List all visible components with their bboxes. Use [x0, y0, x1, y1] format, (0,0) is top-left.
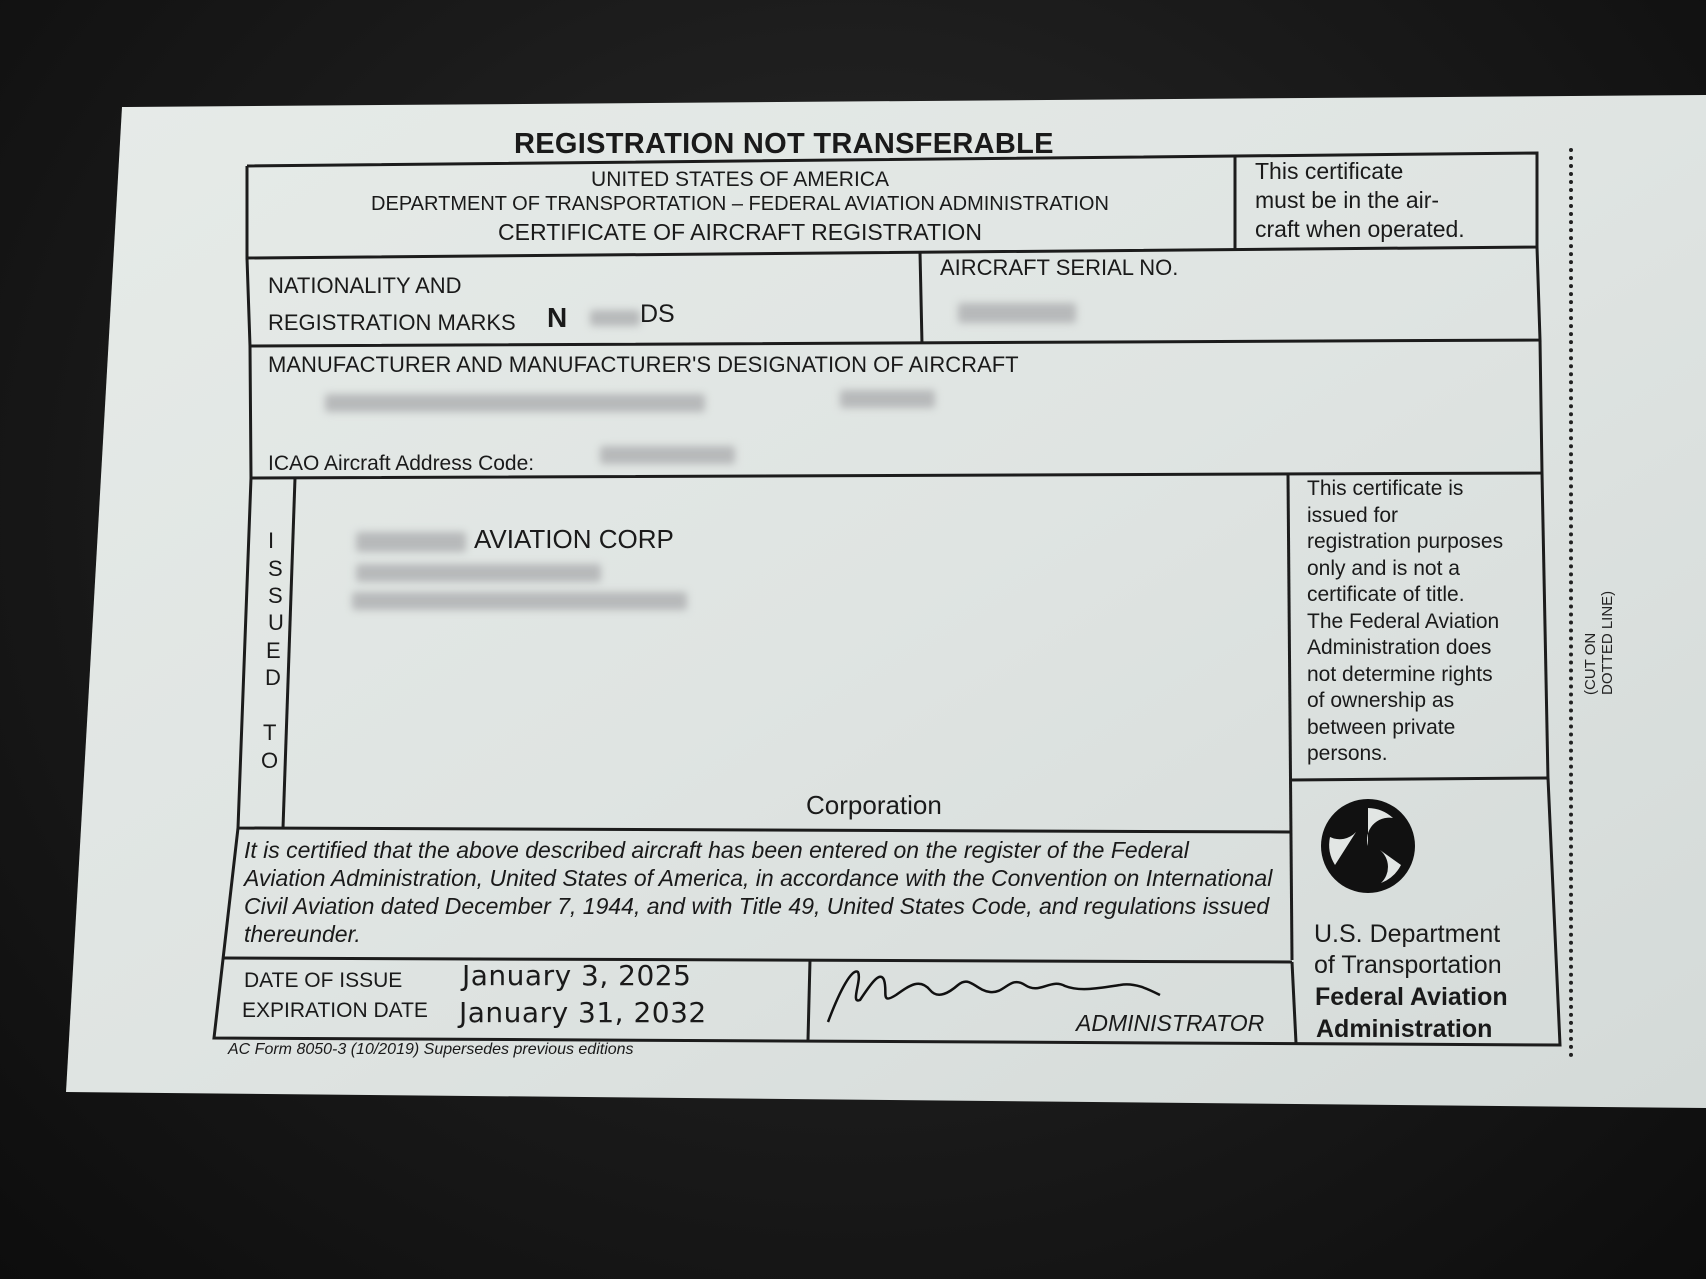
icao-code-label: ICAO Aircraft Address Code:: [268, 452, 535, 475]
redacted-model: [840, 390, 935, 408]
certification-statement: It is certified that the above described aircraft has been entered on the register of the Federal Aviation Administration, United States of America, in accordance with the Convention on International Civil Aviation dated December 7, 1944, and with Title 49, United States Code, and regulations issued thereunder.: [244, 837, 1273, 947]
carry-notice-line: must be in the air-: [1255, 187, 1440, 213]
redacted-icao-code: [600, 446, 735, 464]
title-notice-line: registration purposes: [1307, 530, 1504, 553]
title-notice-line: certificate of title.: [1307, 583, 1465, 606]
title-notice-line: not determine rights: [1307, 662, 1493, 686]
owner-name: AVIATION CORP: [474, 524, 674, 554]
cut-instruction: (CUT ON DOTTED LINE): [1582, 590, 1616, 695]
nationality-label: NATIONALITY AND: [268, 273, 462, 298]
dot-logo-shape: [1321, 799, 1415, 893]
redacted-city-state-zip: [352, 592, 687, 610]
registration-prefix: N: [547, 302, 568, 333]
registration-suffix: DS: [640, 300, 675, 328]
registration-marks-label: REGISTRATION MARKS: [268, 310, 516, 335]
not-transferable-title: REGISTRATION NOT TRANSFERABLE: [514, 128, 1054, 160]
carry-notice: [1255, 157, 1465, 244]
administrator-title: ADMINISTRATOR: [1076, 1010, 1265, 1036]
issued-letter: I: [268, 528, 275, 553]
title-notice: [1307, 476, 1537, 768]
cut-dotted-line: [1569, 148, 1576, 1058]
agency-faa-line2: Administration: [1316, 1015, 1493, 1043]
header-department: DEPARTMENT OF TRANSPORTATION – FEDERAL AVIATION ADMINISTRATION: [371, 193, 1109, 215]
header-country: UNITED STATES OF AMERICA: [591, 168, 889, 191]
issued-letter: S: [268, 583, 283, 608]
redacted-manufacturer: [325, 394, 705, 412]
issued-letter: O: [261, 748, 279, 773]
title-notice-line: The Federal Aviation: [1307, 609, 1500, 633]
issued-letter: U: [268, 610, 284, 635]
agency-faa-line1: Federal Aviation: [1315, 983, 1508, 1011]
issued-letter: E: [266, 638, 281, 663]
title-notice-line: issued for: [1307, 503, 1399, 527]
serial-number-label: AIRCRAFT SERIAL NO.: [940, 255, 1179, 280]
title-notice-line: between private: [1307, 715, 1456, 739]
carry-notice-line: craft when operated.: [1255, 216, 1465, 242]
title-notice-line: Administration does: [1307, 636, 1492, 659]
expiration-date-label: EXPIRATION DATE: [242, 999, 428, 1022]
carry-notice-line: This certificate: [1255, 158, 1404, 184]
title-notice-line: This certificate is: [1307, 477, 1464, 500]
form-number: AC Form 8050-3 (10/2019) Supersedes previous editions: [228, 1041, 634, 1058]
redacted-street-address: [356, 564, 601, 582]
issue-date-value: January 3, 2025: [462, 959, 692, 992]
header-certificate-type: CERTIFICATE OF AIRCRAFT REGISTRATION: [498, 219, 982, 245]
redacted-owner-name: [356, 532, 466, 552]
issue-date-label: DATE OF ISSUE: [244, 969, 403, 992]
redacted-registration-number: [590, 310, 640, 326]
manufacturer-label: MANUFACTURER AND MANUFACTURER'S DESIGNATION OF AIRCRAFT: [268, 352, 1019, 377]
issued-letter: S: [268, 556, 283, 581]
agency-transportation: of Transportation: [1314, 951, 1502, 979]
title-notice-line: persons.: [1307, 742, 1388, 765]
agency-department: U.S. Department: [1314, 920, 1501, 948]
issued-letter: T: [263, 720, 277, 745]
entity-type: Corporation: [806, 790, 942, 820]
title-notice-line: only and is not a: [1307, 556, 1460, 580]
expiration-date-value: January 31, 2032: [459, 996, 707, 1029]
redacted-serial-number: [958, 303, 1076, 323]
issued-letter: D: [265, 665, 281, 690]
title-notice-line: of ownership as: [1307, 689, 1455, 712]
